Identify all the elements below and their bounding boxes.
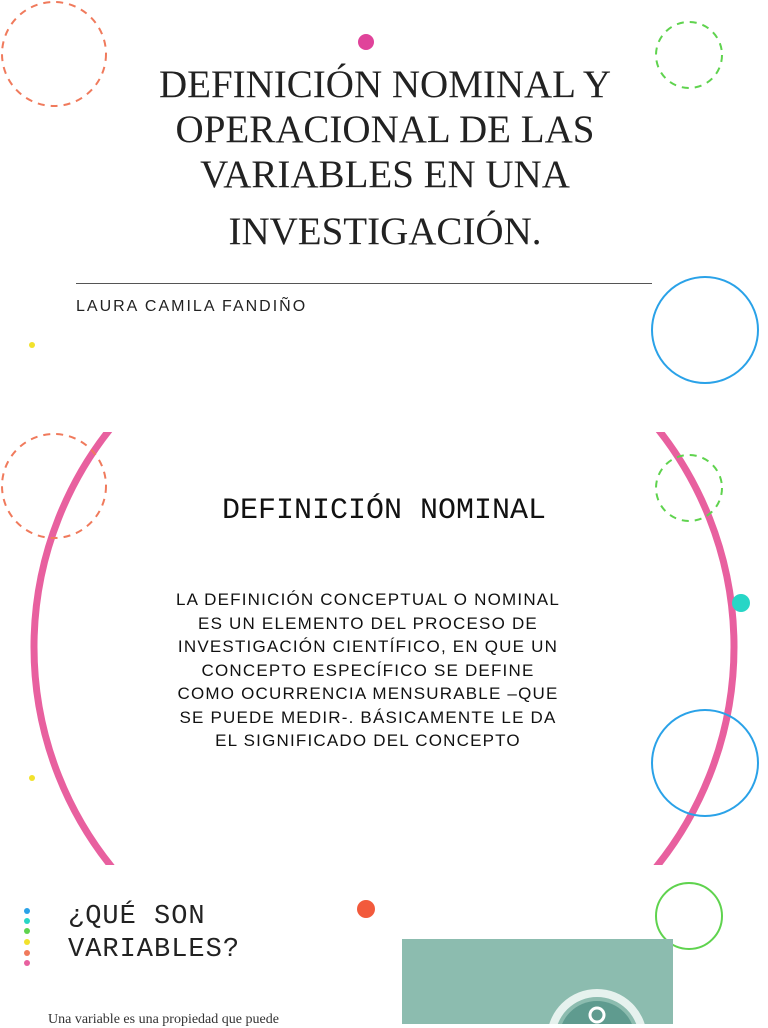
text-line: SE PUEDE MEDIR-. BÁSICAMENTE LE DA [179,707,557,727]
title-line: DEFINICIÓN NOMINAL Y [158,63,612,106]
blue-dot [24,908,30,914]
text-line: EL SIGNIFICADO DEL CONCEPTO [215,731,521,750]
illustration-image [402,939,673,1024]
text-line: LA DEFINICIÓN CONCEPTUAL O NOMINAL [175,590,560,609]
title-line: OPERACIONAL DE LAS [175,108,595,151]
yellow-dot [29,342,35,348]
yellow-dot [24,939,30,945]
presentation-title [90,62,680,254]
variables-text: Una variable es una propiedad que puede [48,1012,279,1027]
heading-line: VARIABLES? [68,935,241,965]
author-name: LAURA CAMILA FANDIÑO [76,298,308,315]
blue-circle [652,710,758,816]
teal-dot [732,594,750,612]
text-line: INVESTIGACIÓN CIENTÍFICO, EN QUE UN [177,637,559,656]
green-dot [24,928,30,934]
title-line: INVESTIGACIÓN. [228,210,542,253]
variables-heading [68,901,240,967]
definition-text [140,588,596,753]
section-heading: DEFINICIÓN NOMINAL [221,494,547,528]
title-line: VARIABLES EN UNA [200,153,570,196]
yellow-dot [29,775,35,781]
title-slide [0,0,768,432]
title-divider [76,283,652,284]
pink-dot [24,960,30,966]
blue-circle [652,277,758,383]
coral-dot [24,950,30,956]
heading-line: ¿QUÉ SON [68,902,206,932]
text-line: CONCEPTO ESPECÍFICO SE DEFINE [201,660,535,680]
pink-dot [358,34,374,50]
text-line: ES UN ELEMENTO DEL PROCESO DE [198,613,538,633]
text-line: COMO OCURRENCIA MENSURABLE –QUE [177,684,559,703]
teal-dot [24,918,30,924]
person-circle-icon [402,939,673,1024]
coral-dot [357,900,375,918]
